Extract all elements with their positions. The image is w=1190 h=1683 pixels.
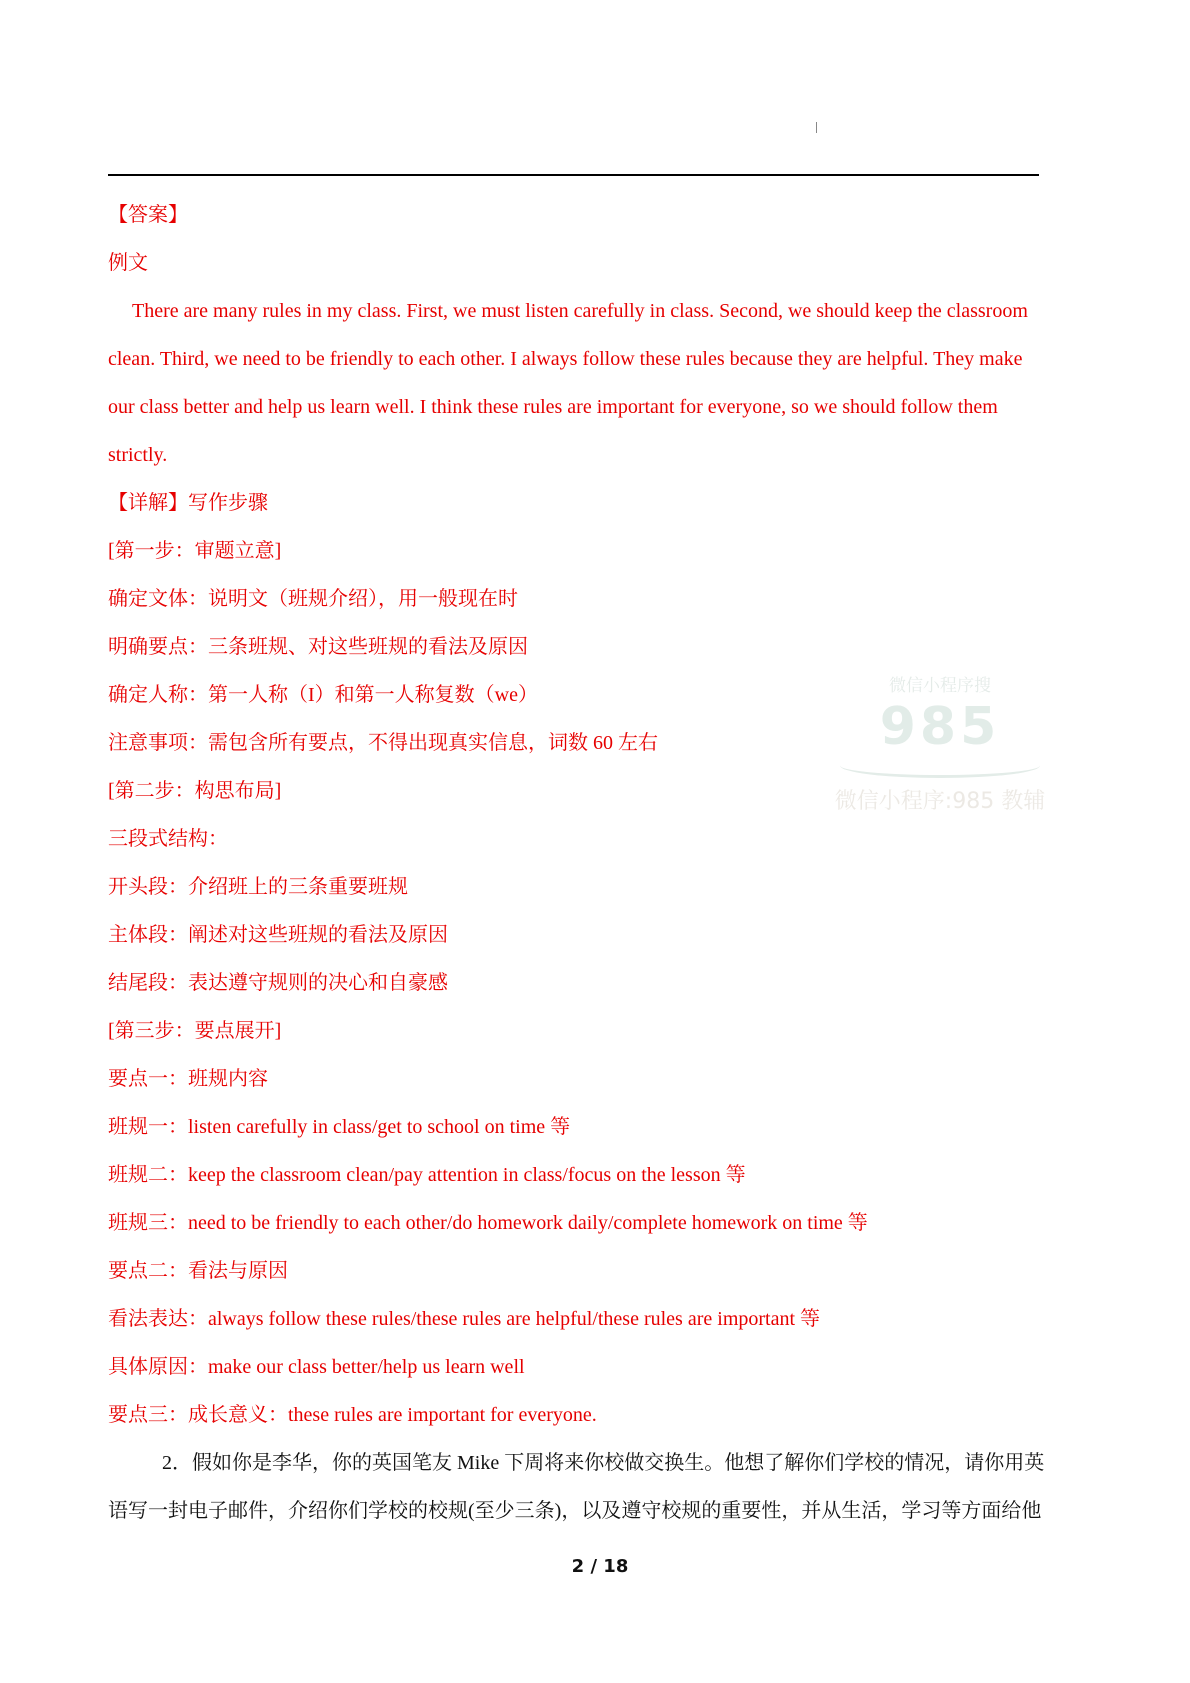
step-line: 确定文体：说明文（班规介绍），用一般现在时 [108,588,518,610]
step-line: 开头段：介绍班上的三条重要班规 [108,876,408,898]
detail-heading: 【详解】写作步骤 [108,492,268,514]
step-line: [第二步：构思布局] [108,780,282,802]
step-line: 班规一：listen carefully in class/get to school on time 等 [108,1116,571,1138]
sample-label: 例文 [108,252,148,274]
question-line: 语写一封电子邮件，介绍你们学校的校规(至少三条)，以及遵守校规的重要性，并从生活，学习等方面给他 [108,1500,1042,1522]
question-line: 2．假如你是李华，你的英国笔友 Mike 下周将来你校做交换生。他想了解你们学校的情况，请你用英 [162,1452,1045,1474]
answer-line [108,174,1039,176]
watermark-caption: 微信小程序:985 教辅 [834,789,1046,814]
step-line: 看法表达：always follow these rules/these rules are helpful/these rules are important 等 [108,1308,821,1330]
step-line: 主体段：阐述对这些班规的看法及原因 [108,924,448,946]
step-line: 注意事项：需包含所有要点，不得出现真实信息，词数 60 左右 [108,732,658,754]
essay-line: clean. Third, we need to be friendly to each other. I always follow these rules because they are helpful. They make [108,348,1023,370]
step-line: [第三步：要点展开] [108,1020,282,1042]
watermark-number: 985 [879,697,1001,757]
page-number: 2 / 18 [571,1556,629,1577]
step-line: [第一步：审题立意] [108,540,282,562]
essay-line: strictly. [108,444,168,466]
answer-heading: 【答案】 [108,204,188,226]
step-line: 明确要点：三条班规、对这些班规的看法及原因 [108,636,528,658]
step-line: 确定人称：第一人称（I）和第一人称复数（we） [108,684,538,706]
step-line: 班规二：keep the classroom clean/pay attention in class/focus on the lesson 等 [108,1164,746,1186]
step-line: 三段式结构： [108,828,228,850]
document-body [108,191,1093,1535]
step-line: 要点二：看法与原因 [108,1260,288,1282]
watermark-top-text: 微信小程序搜 [889,676,991,696]
header-mark [816,122,817,133]
step-line: 要点一：班规内容 [108,1068,268,1090]
essay-line: There are many rules in my class. First, we must listen carefully in class. Second, we should keep the classroom [132,300,1028,322]
step-line: 班规三：need to be friendly to each other/do homework daily/complete homework on time 等 [108,1212,868,1234]
step-line: 具体原因：make our class better/help us learn well [108,1356,525,1378]
essay-line: our class better and help us learn well. I think these rules are important for everyone, so we should follow them [108,396,998,418]
step-line: 要点三：成长意义：these rules are important for everyone. [108,1404,597,1426]
step-line: 结尾段：表达遵守规则的决心和自豪感 [108,972,448,994]
